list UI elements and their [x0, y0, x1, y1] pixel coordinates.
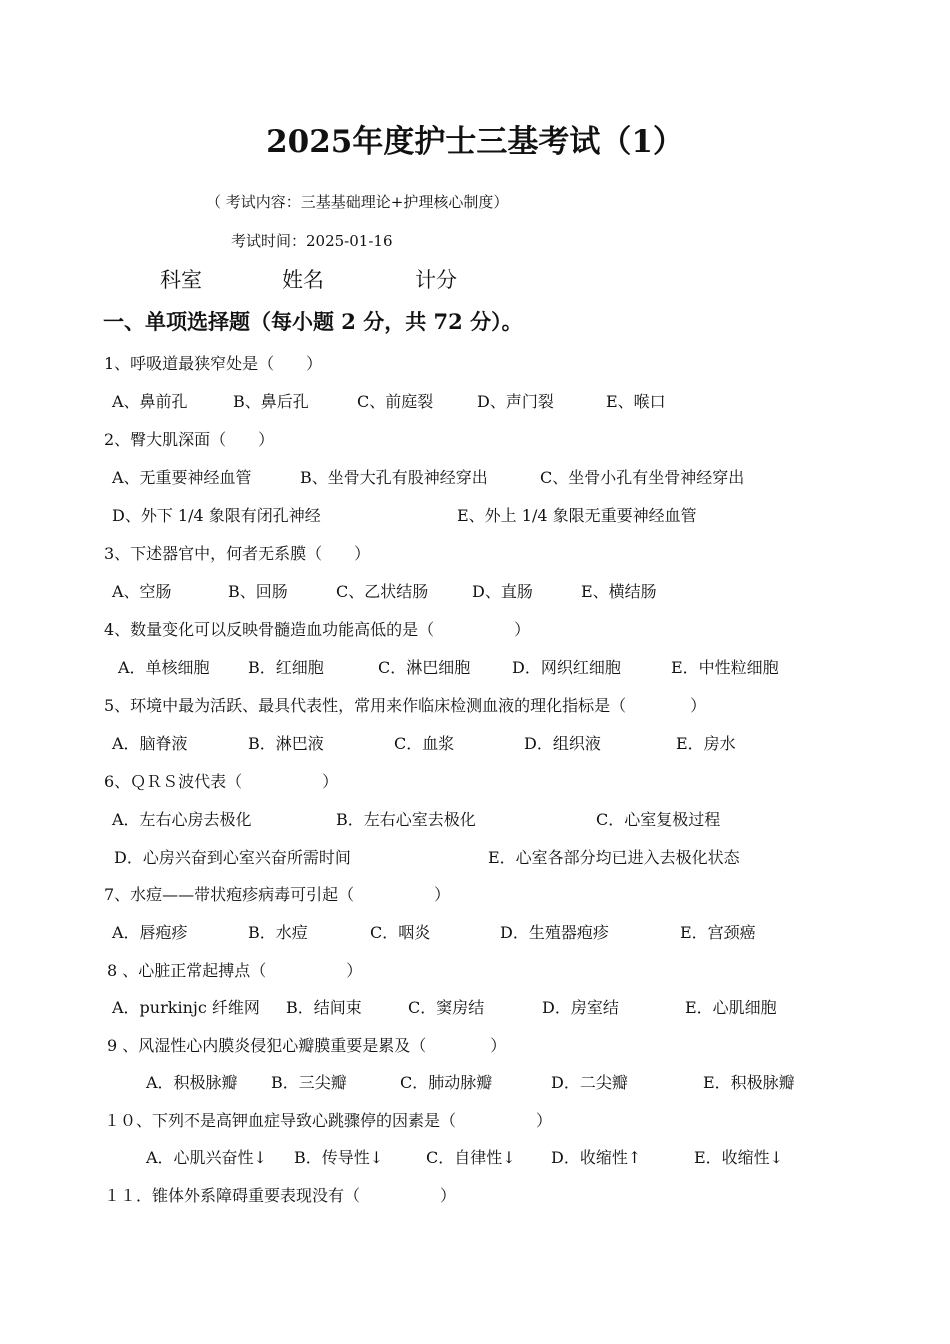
- option: B、鼻后孔: [233, 392, 309, 411]
- option: A．purkinjc 纤维网: [112, 998, 260, 1017]
- option: C、前庭裂: [357, 392, 434, 411]
- exam-subtitle: （ 考试内容：三基基础理论+护理核心制度）: [206, 193, 509, 211]
- option: A．心肌兴奋性↓: [146, 1148, 267, 1167]
- option: E．心肌细胞: [685, 998, 777, 1017]
- option: D．房室结: [542, 998, 619, 1017]
- option: E．积极脉瓣: [703, 1073, 795, 1092]
- option: B．红细胞: [248, 658, 324, 677]
- option: E．房水: [676, 734, 736, 753]
- field-department: 科室: [160, 268, 202, 292]
- question: 1、呼吸道最狭窄处是（ ）: [104, 354, 323, 373]
- option: E、横结肠: [581, 582, 657, 601]
- option: E．收缩性↓: [694, 1148, 784, 1167]
- option: A．积极脉瓣: [146, 1073, 238, 1092]
- question: 7、水痘——带状疱疹病毒可引起（ ）: [104, 885, 451, 904]
- option: B．结间束: [286, 998, 362, 1017]
- option: E、外上 1/4 象限无重要神经血管: [457, 506, 697, 525]
- question: 8 、心脏正常起搏点（ ）: [107, 961, 363, 980]
- option: C、乙状结肠: [336, 582, 429, 601]
- question: １０、下列不是高钾血症导致心跳骤停的因素是（ ）: [104, 1111, 553, 1130]
- option: D．生殖器疱疹: [500, 923, 609, 942]
- option: D．网织红细胞: [512, 658, 621, 677]
- option: D．收缩性↑: [551, 1148, 642, 1167]
- question: １１．锥体外系障碍重要表现没有（ ）: [104, 1186, 457, 1205]
- option: B、回肠: [228, 582, 288, 601]
- option: A、无重要神经血管: [112, 468, 252, 487]
- option: D．二尖瓣: [551, 1073, 628, 1092]
- exam-time: 考试时间：2025-01-16: [231, 232, 393, 250]
- option: D、声门裂: [477, 392, 554, 411]
- option: D．心房兴奋到心室兴奋所需时间: [114, 848, 351, 867]
- option: D．组织液: [524, 734, 601, 753]
- option: B、坐骨大孔有股神经穿出: [300, 468, 488, 487]
- option: B．水痘: [248, 923, 308, 942]
- field-score: 计分: [415, 268, 457, 292]
- option: E．心室各部分均已进入去极化状态: [488, 848, 740, 867]
- option: A．唇疱疹: [112, 923, 188, 942]
- question: 2、臀大肌深面（ ）: [104, 430, 275, 449]
- option: C．咽炎: [370, 923, 431, 942]
- option: B．淋巴液: [248, 734, 324, 753]
- option: C．淋巴细胞: [378, 658, 471, 677]
- option: A．单核细胞: [118, 658, 210, 677]
- option: E、喉口: [606, 392, 666, 411]
- option: C、坐骨小孔有坐骨神经穿出: [540, 468, 745, 487]
- option: C．心室复极过程: [596, 810, 721, 829]
- section-title: 一、单项选择题（每小题 2 分，共 72 分）。: [103, 309, 523, 334]
- option: A、鼻前孔: [112, 392, 188, 411]
- question: 9 、风湿性心内膜炎侵犯心瓣膜重要是累及（ ）: [107, 1036, 507, 1055]
- option: D、直肠: [472, 582, 533, 601]
- option: A．脑脊液: [112, 734, 188, 753]
- option: A、空肠: [112, 582, 172, 601]
- option: C．自律性↓: [426, 1148, 516, 1167]
- question: 6、ＱＲＳ波代表（ ）: [104, 772, 339, 791]
- option: D、外下 1/4 象限有闭孔神经: [112, 506, 321, 525]
- option: E．宫颈癌: [680, 923, 756, 942]
- option: A．左右心房去极化: [112, 810, 252, 829]
- field-name: 姓名: [282, 268, 324, 292]
- option: C．肺动脉瓣: [400, 1073, 493, 1092]
- option: E．中性粒细胞: [671, 658, 779, 677]
- option: B．三尖瓣: [271, 1073, 347, 1092]
- question: 4、数量变化可以反映骨髓造血功能高低的是（ ）: [104, 620, 531, 639]
- option: B．左右心室去极化: [336, 810, 476, 829]
- question: 3、下述器官中，何者无系膜（ ）: [104, 544, 371, 563]
- option: C．血浆: [394, 734, 455, 753]
- question: 5、环境中最为活跃、最具代表性，常用来作临床检测血液的理化指标是（ ）: [104, 696, 707, 715]
- option: C．窦房结: [408, 998, 485, 1017]
- page-title: 2025年度护士三基考试（1）: [266, 124, 684, 160]
- option: B．传导性↓: [294, 1148, 384, 1167]
